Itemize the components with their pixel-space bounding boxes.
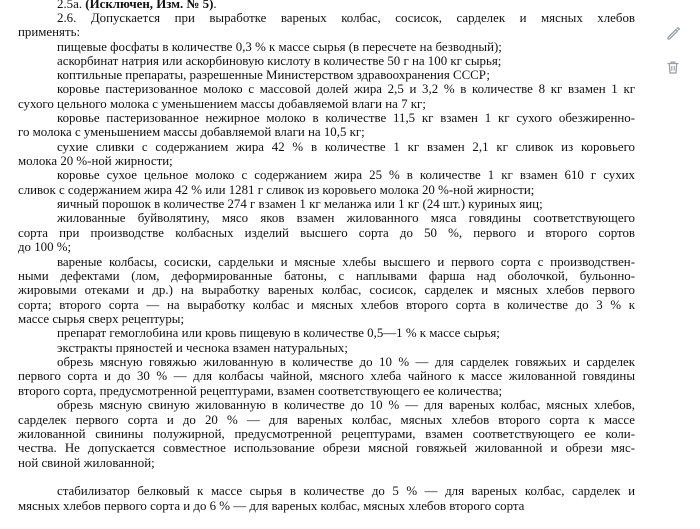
doc-line: ной свиной жилованной; bbox=[18, 456, 155, 470]
doc-line: жировыми отеками и др.) на выработку вареных колбас, сосисок, сарделек и мясных хлебов первого bbox=[18, 283, 635, 297]
doc-line: экстракты пряностей и чеснока взамен натуральных; bbox=[57, 341, 348, 355]
doc-line: 2.6. Допускается при выработке вареных колбас, сосисок, сарделек и мясных хлебов bbox=[57, 11, 635, 25]
doc-line: коровье пастеризованное нежирное молоко в количестве 11,5 кг взамен 1 кг сухого обезжиренно- bbox=[57, 111, 635, 125]
doc-line-text: . bbox=[213, 0, 217, 11]
doc-line: сорта; второго сорта — на выработку колбас и мясных хлебов второго сорта в количестве до 3 % к bbox=[18, 298, 635, 312]
doc-line: го молока с уменьшением массы добавляемой влаги на 10,5 кг; bbox=[18, 125, 365, 139]
doc-line: обрезь мясную говяжью жилованную в количестве до 10 % — для сарделек говяжьих и сарделек bbox=[57, 355, 635, 369]
doc-line-bold: (Исключен, Изм. № 5) bbox=[85, 0, 214, 11]
doc-line: до 100 %; bbox=[18, 240, 72, 254]
delete-button[interactable] bbox=[662, 56, 684, 78]
doc-line: стабилизатор белковый к массе сырья в количестве до 5 % — для вареных колбас, сарделек и bbox=[57, 484, 635, 498]
doc-line: пищевые фосфаты в количестве 0,3 % к массе сырья (в пересчете на безводный); bbox=[57, 40, 502, 54]
doc-line: чества. Не допускается совместное использование обрези мясной говяжьей жилованной и обрези мяс- bbox=[18, 441, 635, 455]
doc-line: применять: bbox=[18, 25, 81, 39]
side-toolbar bbox=[654, 0, 700, 529]
doc-line: препарат гемоглобина или кровь пищевую в количестве 0,5—1 % к массе сырья; bbox=[57, 326, 500, 340]
doc-line: сухого цельного молока с уменьшением массы добавляемой влаги на 7 кг; bbox=[18, 97, 426, 111]
trash-icon bbox=[665, 59, 681, 75]
doc-line: жилованные буйволятину, мясо яков взамен жилованного мяса говядины соответствующего bbox=[57, 211, 635, 225]
doc-line-text: 2.5а. bbox=[57, 0, 86, 11]
doc-line: массе сырья сверх рецептуры; bbox=[18, 312, 185, 326]
doc-line: жилованной свинины полужирной, предусмотренной рецептурами, взамен соответствующего ее коли- bbox=[18, 427, 635, 441]
doc-line: сухие сливки с содержанием жира 42 % в количестве 1 кг взамен 2,1 кг сливок из коровьего bbox=[57, 140, 635, 154]
doc-line: молока 20 %-ной жирности; bbox=[18, 154, 173, 168]
doc-line: первого сорта и до 30 % — для колбасы чайной, мясного хлеба чайного к массе жилованной говядины bbox=[18, 369, 635, 383]
doc-line: сливок с содержанием жира 42 % или 1281 г сливок из коровьего молока 20 %-ной жирности; bbox=[18, 183, 535, 197]
doc-line: сорта при производстве колбасных изделий высшего сорта до 50 %, первого и второго сортов bbox=[18, 226, 635, 240]
doc-line: обрезь мясную свиную жилованную в количестве до 10 % — для вареных колбас, мясных хлебов, bbox=[57, 398, 635, 412]
doc-line: второго сорта, предусмотренной рецептурами, взамен соответствующего ее количества; bbox=[18, 384, 503, 398]
edit-button[interactable] bbox=[662, 22, 684, 44]
doc-line: коровье пастеризованное молоко с массовой долей жира 2,5 и 3,2 % в количестве 8 кг взамен 1 кг bbox=[57, 82, 635, 96]
doc-line: сарделек первого сорта и до 20 % — для вареных колбас, мясных хлебов второго сорта к массе bbox=[18, 413, 635, 427]
doc-line-2-5a bbox=[57, 0, 217, 11]
doc-line: вареные колбасы, сосиски, сардельки и мясные хлебы высшего и первого сорта с производствен- bbox=[57, 255, 635, 269]
doc-line: коровье сухое цельное молоко с содержанием жира 25 % в количестве 1 кг взамен 610 г сухих bbox=[57, 168, 635, 182]
pencil-icon bbox=[665, 25, 681, 41]
doc-line: аскорбинат натрия или аскорбиновую кислоту в количестве 50 г на 100 кг сырья; bbox=[57, 54, 502, 68]
doc-line: коптильные препараты, разрешенные Министерством здравоохранения СССР; bbox=[57, 68, 490, 82]
doc-line: мясных хлебов первого сорта и до 6 % — для вареных колбас, мясных хлебов второго сорта bbox=[18, 499, 525, 513]
doc-line: ными дефектами (лом, деформированные батоны, с наплывами фарша над оболочкой, бульонно- bbox=[18, 269, 635, 283]
doc-line: яичный порошок в количестве 274 г взамен 1 кг меланжа или 1 кг (24 шт.) куриных яиц; bbox=[57, 197, 543, 211]
